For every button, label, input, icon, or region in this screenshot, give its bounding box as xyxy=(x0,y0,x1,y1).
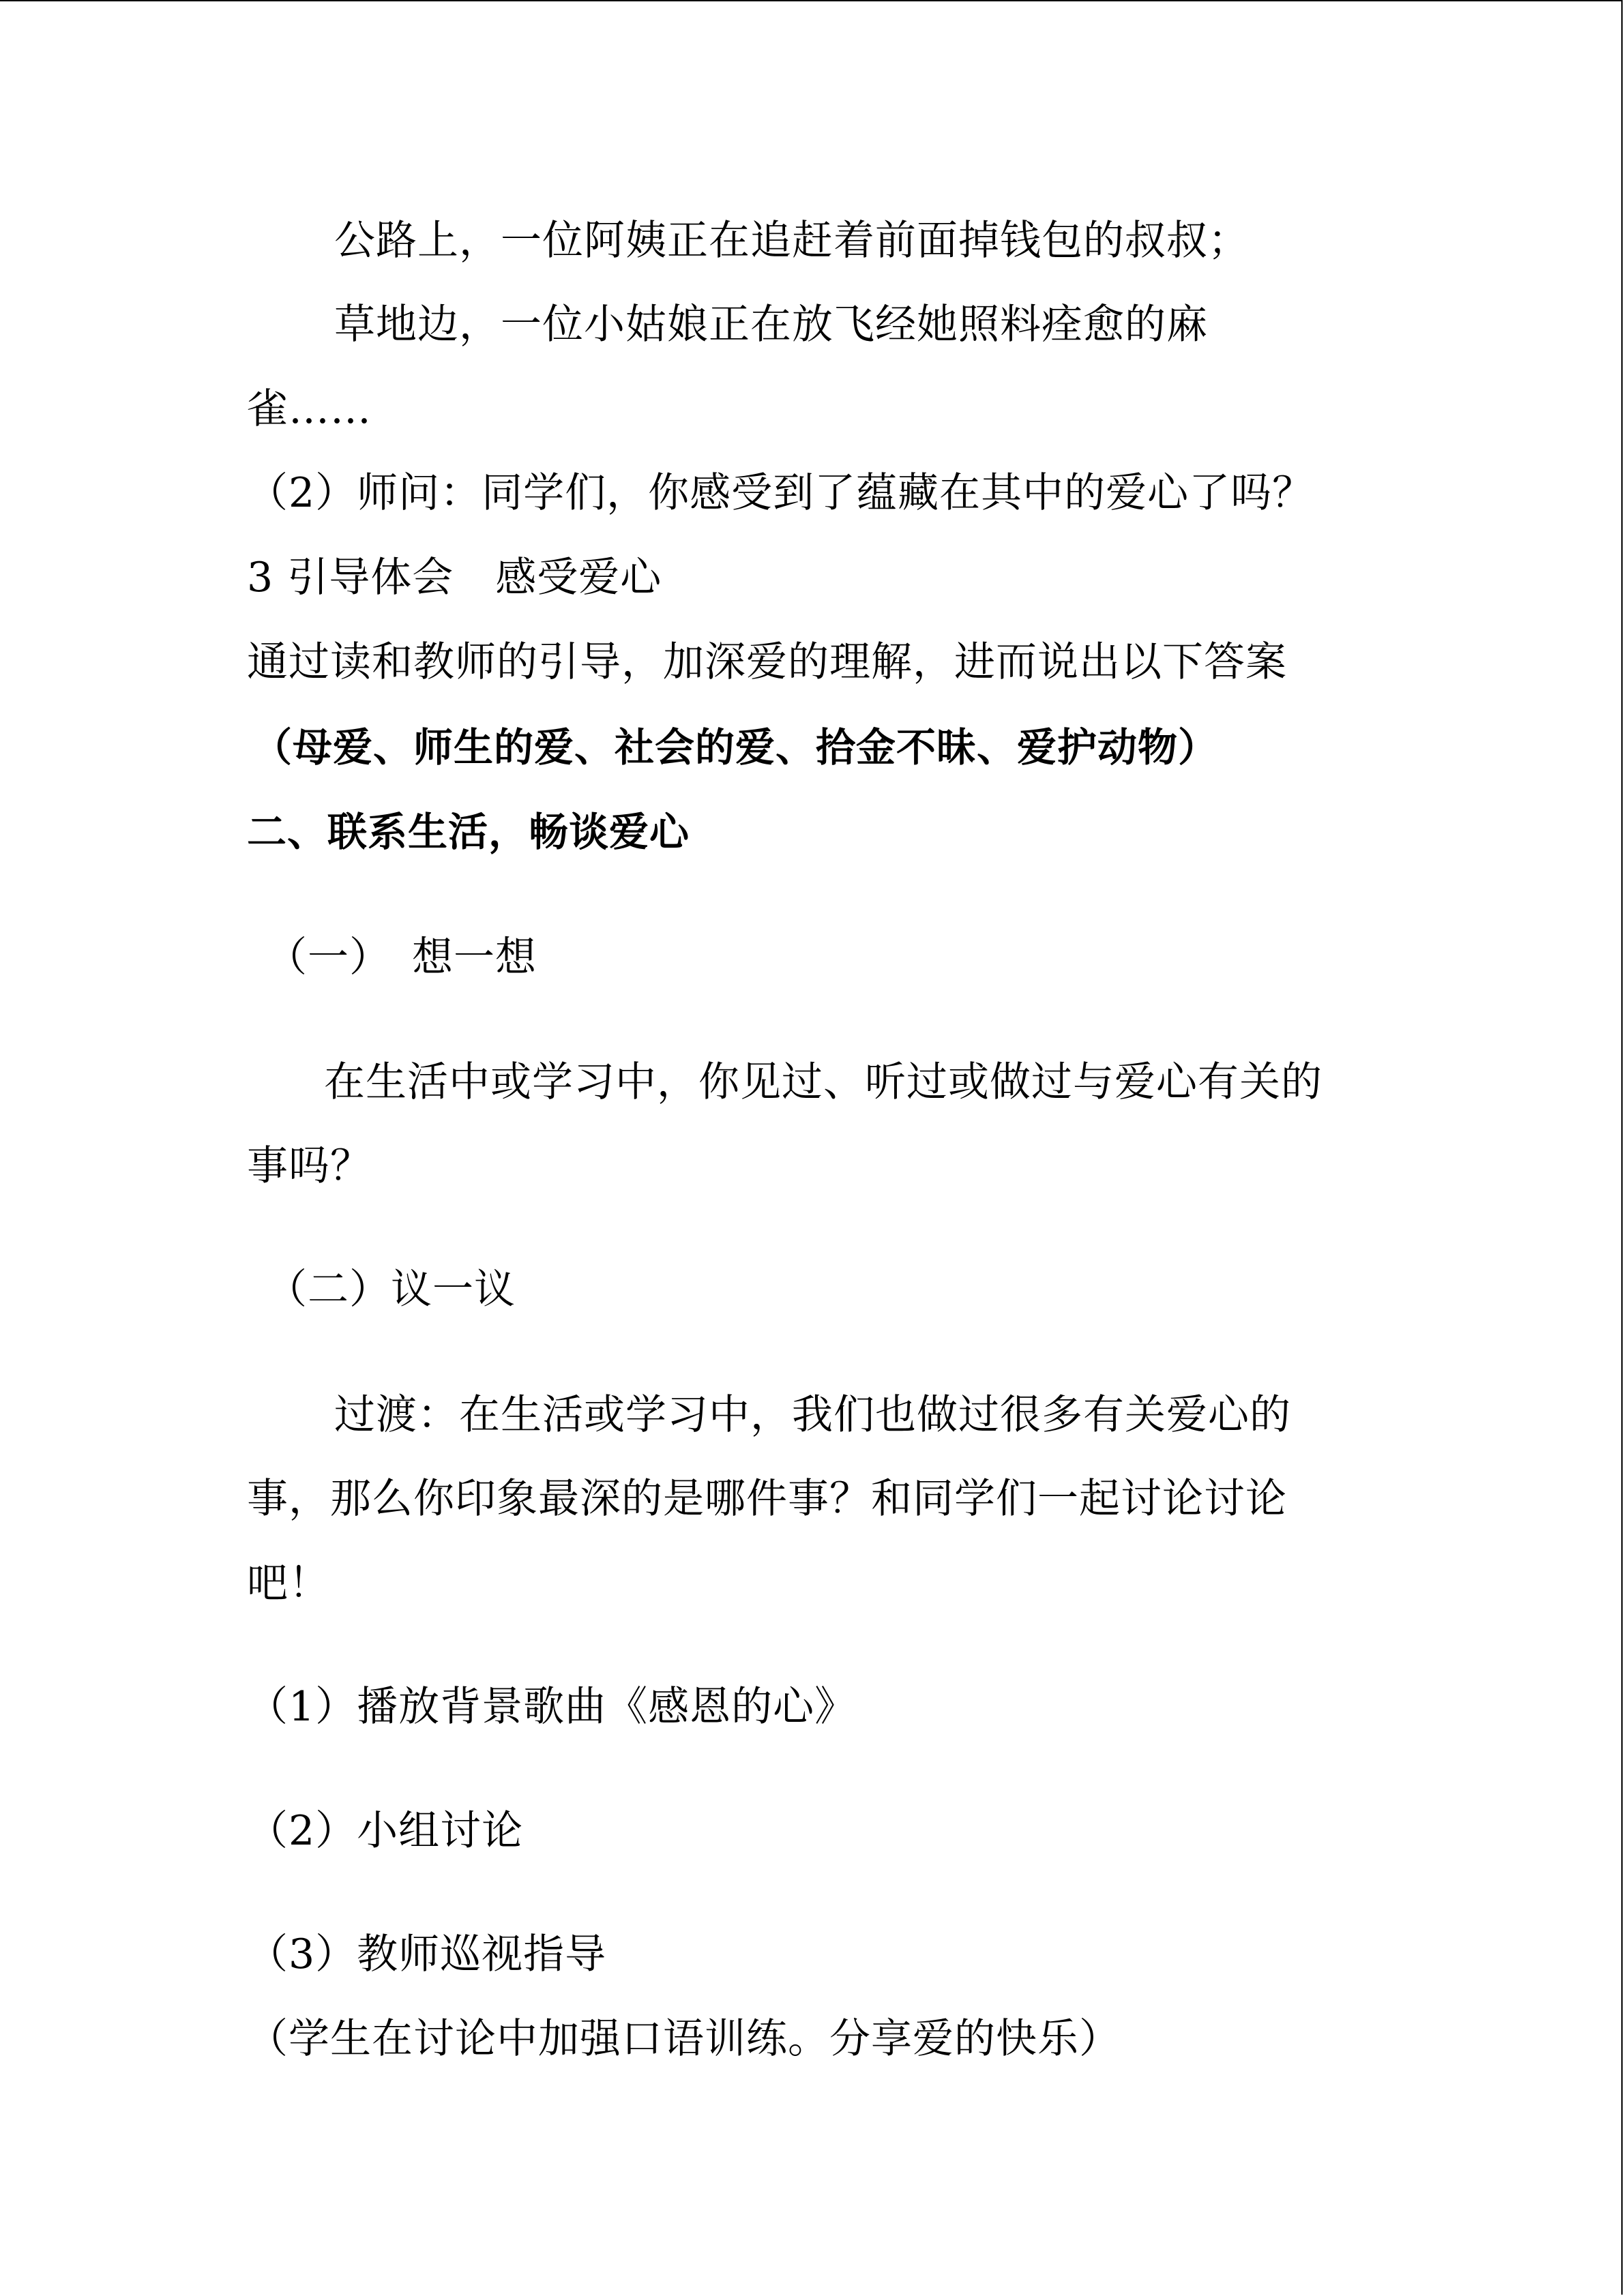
paragraph-line: 吧！ xyxy=(247,1560,330,1607)
paragraph-line: 草地边，一位小姑娘正在放飞经她照料痊愈的麻 xyxy=(334,301,1208,348)
answer-list: （母爱、师生的爱、社会的爱、拾金不昧、爱护动物） xyxy=(252,724,1219,771)
section-heading: 3 引导体会 感受爱心 xyxy=(247,554,662,601)
list-item: （1）播放背景歌曲《感恩的心》 xyxy=(247,1683,857,1731)
paragraph-line: 在生活中或学习中，你见过、听过或做过与爱心有关的 xyxy=(324,1058,1323,1106)
paragraph-line: 事吗？ xyxy=(247,1142,372,1190)
paragraph-line: （学生在讨论中加强口语训练。分享爱的快乐） xyxy=(247,2015,1121,2063)
paragraph-line: 公路上，一位阿姨正在追赶着前面掉钱包的叔叔； xyxy=(334,217,1250,265)
list-item: （2）小组讨论 xyxy=(247,1807,524,1855)
subsection-heading: （一） 想一想 xyxy=(266,934,537,981)
paragraph-line: 通过读和教师的引导，加深爱的理解，进而说出以下答案 xyxy=(247,638,1287,686)
paragraph-line: 事，那么你印象最深的是哪件事？和同学们一起讨论讨论 xyxy=(247,1475,1287,1523)
list-item: （3）教师巡视指导 xyxy=(247,1930,607,1978)
subsection-heading: （二）议一议 xyxy=(266,1266,516,1313)
section-heading: 二、联系生活，畅谈爱心 xyxy=(247,809,690,855)
paragraph-line: 雀…… xyxy=(247,385,372,433)
paragraph-line: （2）师问：同学们，你感受到了蕴藏在其中的爱心了吗？ xyxy=(247,469,1314,517)
paragraph-line: 过渡：在生活或学习中，我们也做过很多有关爱心的 xyxy=(334,1391,1291,1439)
